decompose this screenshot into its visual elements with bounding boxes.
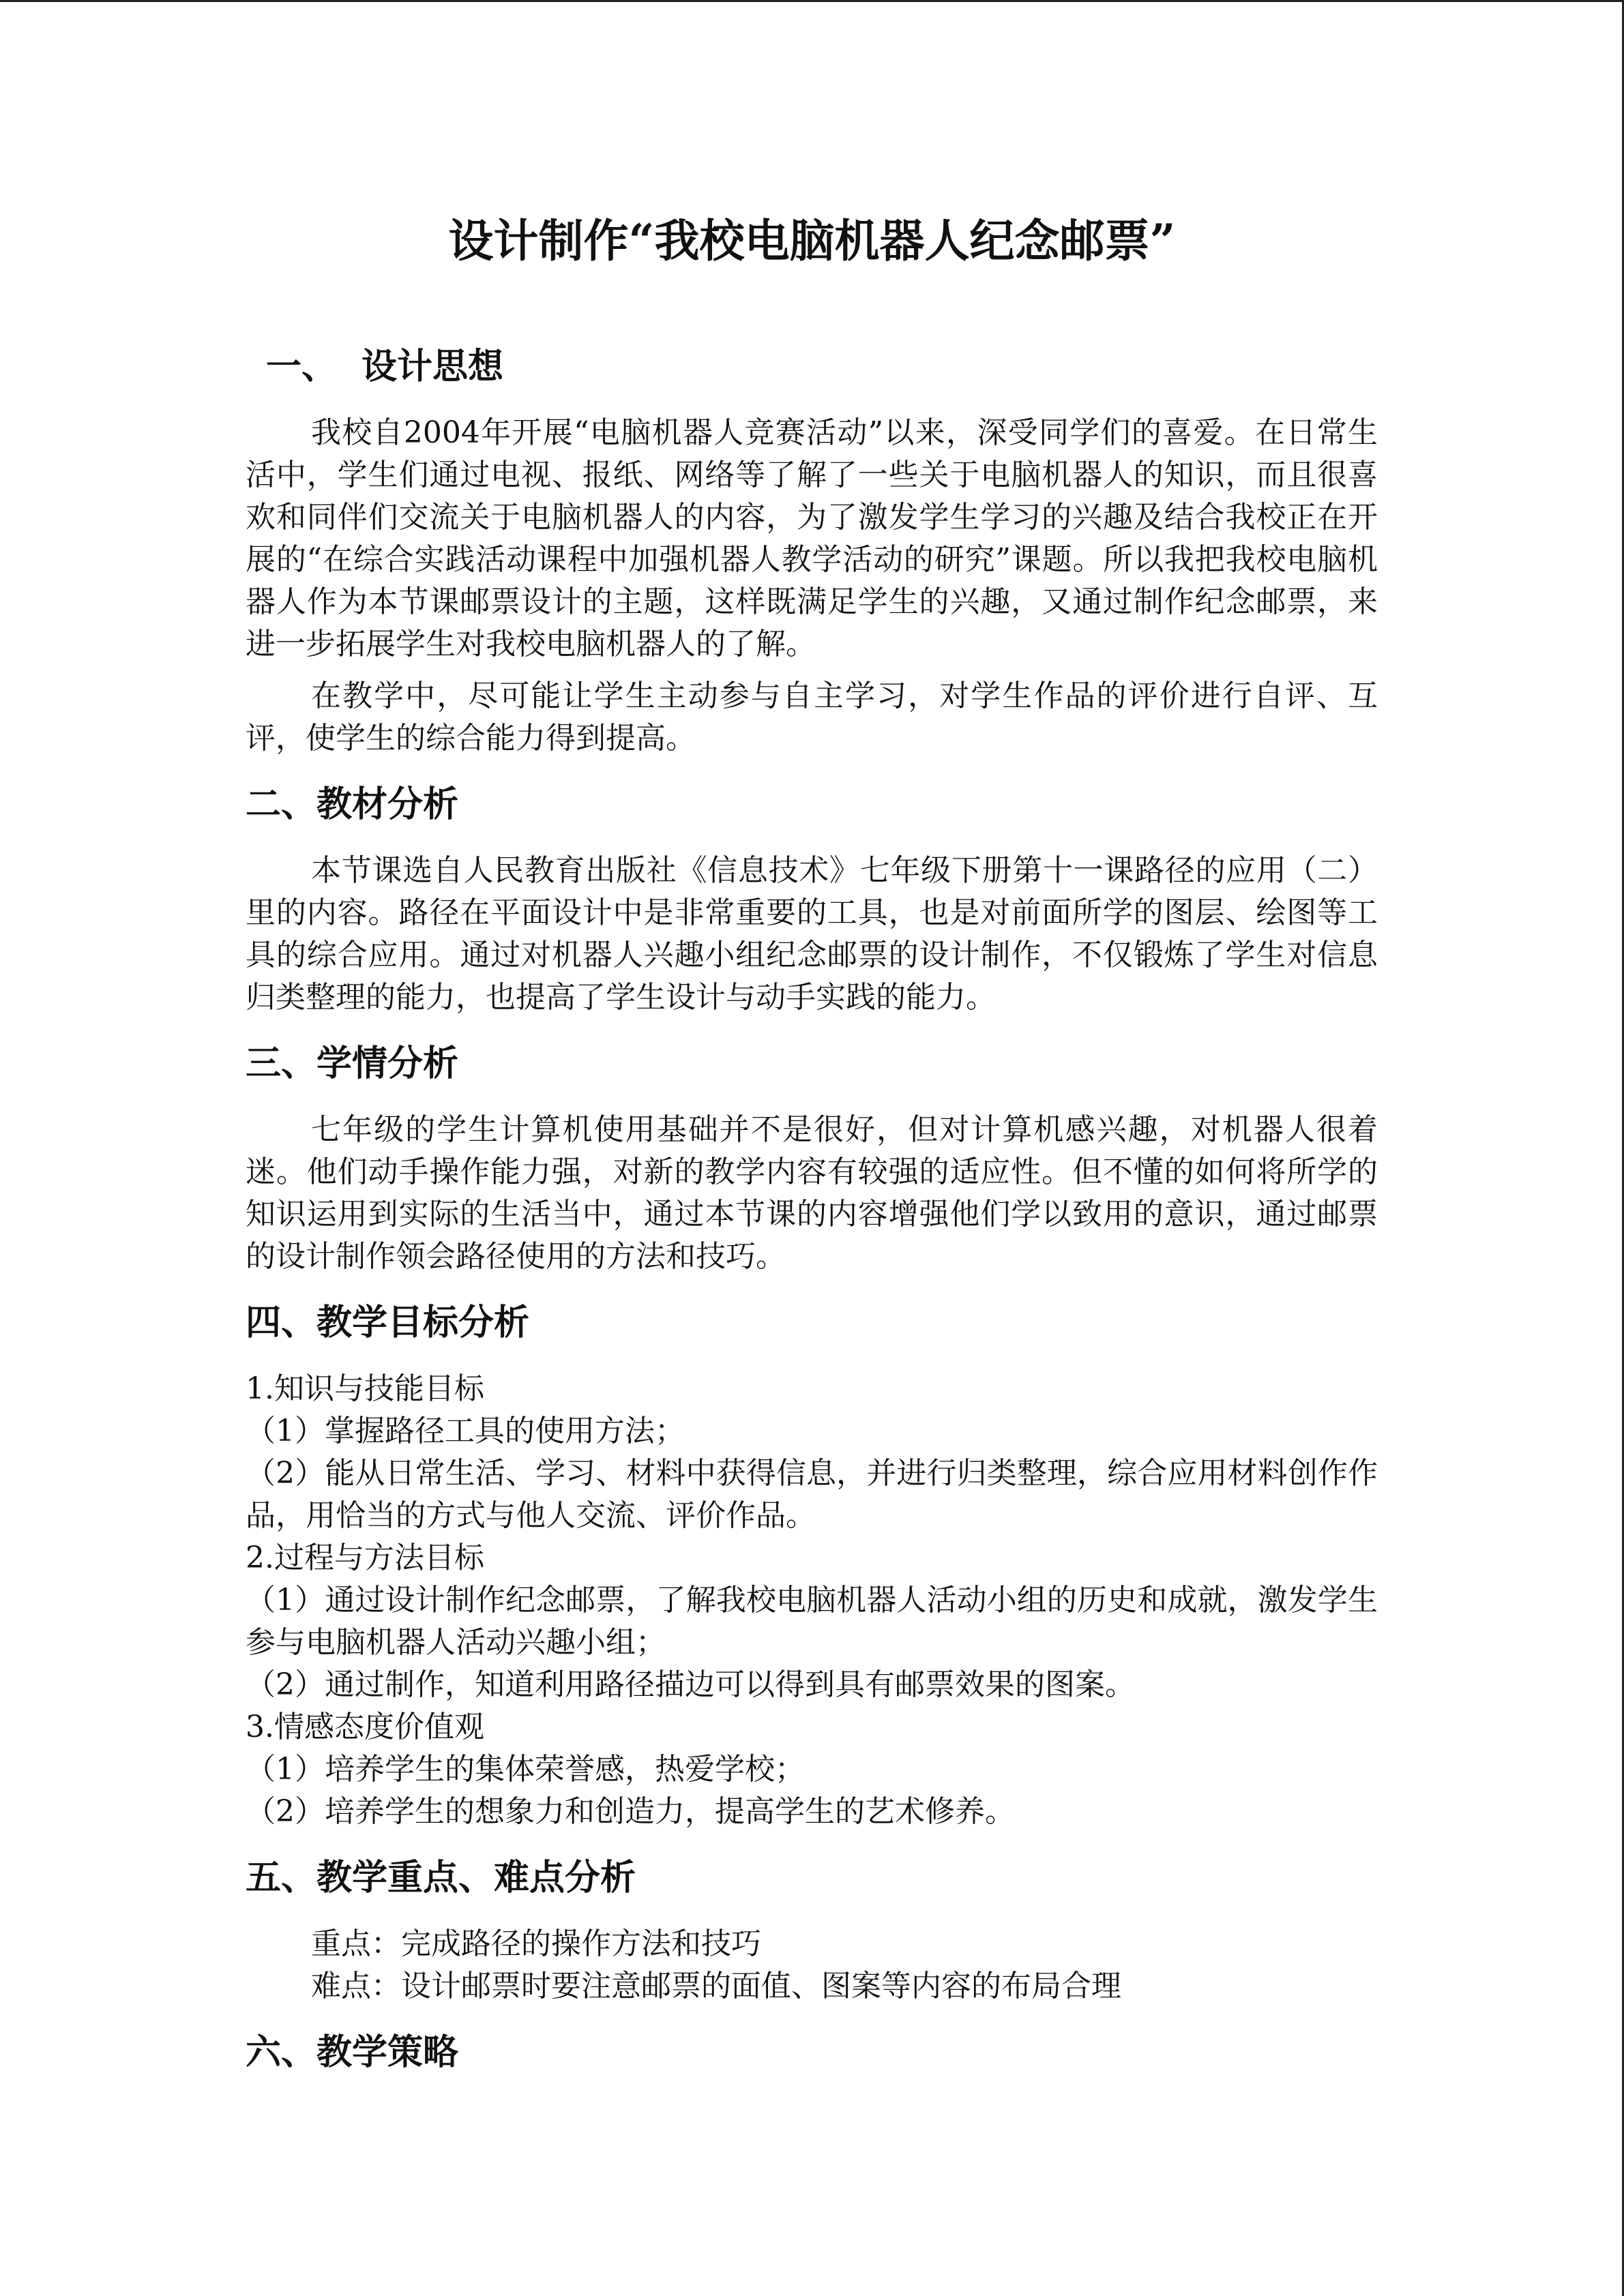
paragraph: 在教学中，尽可能让学生主动参与自主学习，对学生作品的评价进行自评、互评，使学生的综合能力得到提高。 [246,679,1378,756]
section-teaching-strategy [246,2025,1378,2080]
paragraph: 本节课选自人民教育出版社《信息技术》七年级下册第十一课路径的应用（二）里的内容。路径在平面设计中是非常重要的工具，也是对前面所学的图层、绘图等工具的综合应用。通过对机器人兴趣小组纪念邮票的设计制作，不仅锻炼了学生对信息归类整理的能力，也提高了学生设计与动手实践的能力。 [246,853,1378,1015]
section-design-idea [246,340,1378,760]
key-point-line: 重点：完成路径的操作方法和技巧 [311,1926,761,1961]
section-heading: 四、教学目标分析 [246,1302,530,1343]
goal-line: 1.知识与技能目标 [246,1371,484,1406]
section-heading: 二、教材分析 [246,784,459,825]
section-heading: 六、教学策略 [246,2031,459,2073]
goal-line: （2）能从日常生活、学习、材料中获得信息，并进行归类整理，综合应用材料创作作品，用恰当的方式与他人交流、评价作品。 [246,1456,1378,1533]
document-body [246,340,1378,2098]
goal-line: （1）培养学生的集体荣誉感，热爱学校； [246,1752,805,1787]
section-heading-text: 设计思想 [361,346,504,387]
section-student-analysis [246,1037,1378,1278]
section-heading: 五、教学重点、难点分析 [246,1857,636,1898]
goal-line: （2）通过制作，知道利用路径描边可以得到具有邮票效果的图案。 [246,1667,1135,1702]
goal-line: 2.过程与方法目标 [246,1540,484,1575]
difficult-point-line: 难点：设计邮票时要注意邮票的面值、图案等内容的布局合理 [311,1969,1121,2003]
section-heading [246,340,1378,394]
section-number: 一、 [266,346,338,387]
paragraph: 七年级的学生计算机使用基础并不是很好，但对计算机感兴趣，对机器人很着迷。他们动手操作能力强，对新的教学内容有较强的适应性。但不懂的如何将所学的知识运用到实际的生活当中，通过本节课的内容增强他们学以致用的意识，通过邮票的设计制作领会路径使用的方法和技巧。 [246,1112,1378,1274]
section-heading: 三、学情分析 [246,1043,459,1084]
goal-line: （1）掌握路径工具的使用方法； [246,1414,685,1448]
paragraph: 我校自2004年开展“电脑机器人竞赛活动”以来，深受同学们的喜爱。在日常生活中，学生们通过电视、报纸、网络等了解了一些关于电脑机器人的知识，而且很喜欢和同伴们交流关于电脑机器人的内容，为了激发学生学习的兴趣及结合我校正在开展的“在综合实践活动课程中加强机器人教学活动的研究”课题。所以我把我校电脑机器人作为本节课邮票设计的主题，这样既满足学生的兴趣，又通过制作纪念邮票，来进一步拓展学生对我校电脑机器人的了解。 [246,415,1378,661]
goal-line: （1）通过设计制作纪念邮票，了解我校电脑机器人活动小组的历史和成就，激发学生参与电脑机器人活动兴趣小组； [246,1583,1378,1660]
section-teaching-goals [246,1296,1378,1833]
section-key-difficult-points [246,1851,1378,2008]
document-title: 设计制作“我校电脑机器人纪念邮票” [448,214,1176,267]
section-material-analysis [246,777,1378,1019]
goal-line: （2）培养学生的想象力和创造力，提高学生的艺术修养。 [246,1794,1015,1829]
goal-line: 3.情感态度价值观 [246,1710,484,1744]
